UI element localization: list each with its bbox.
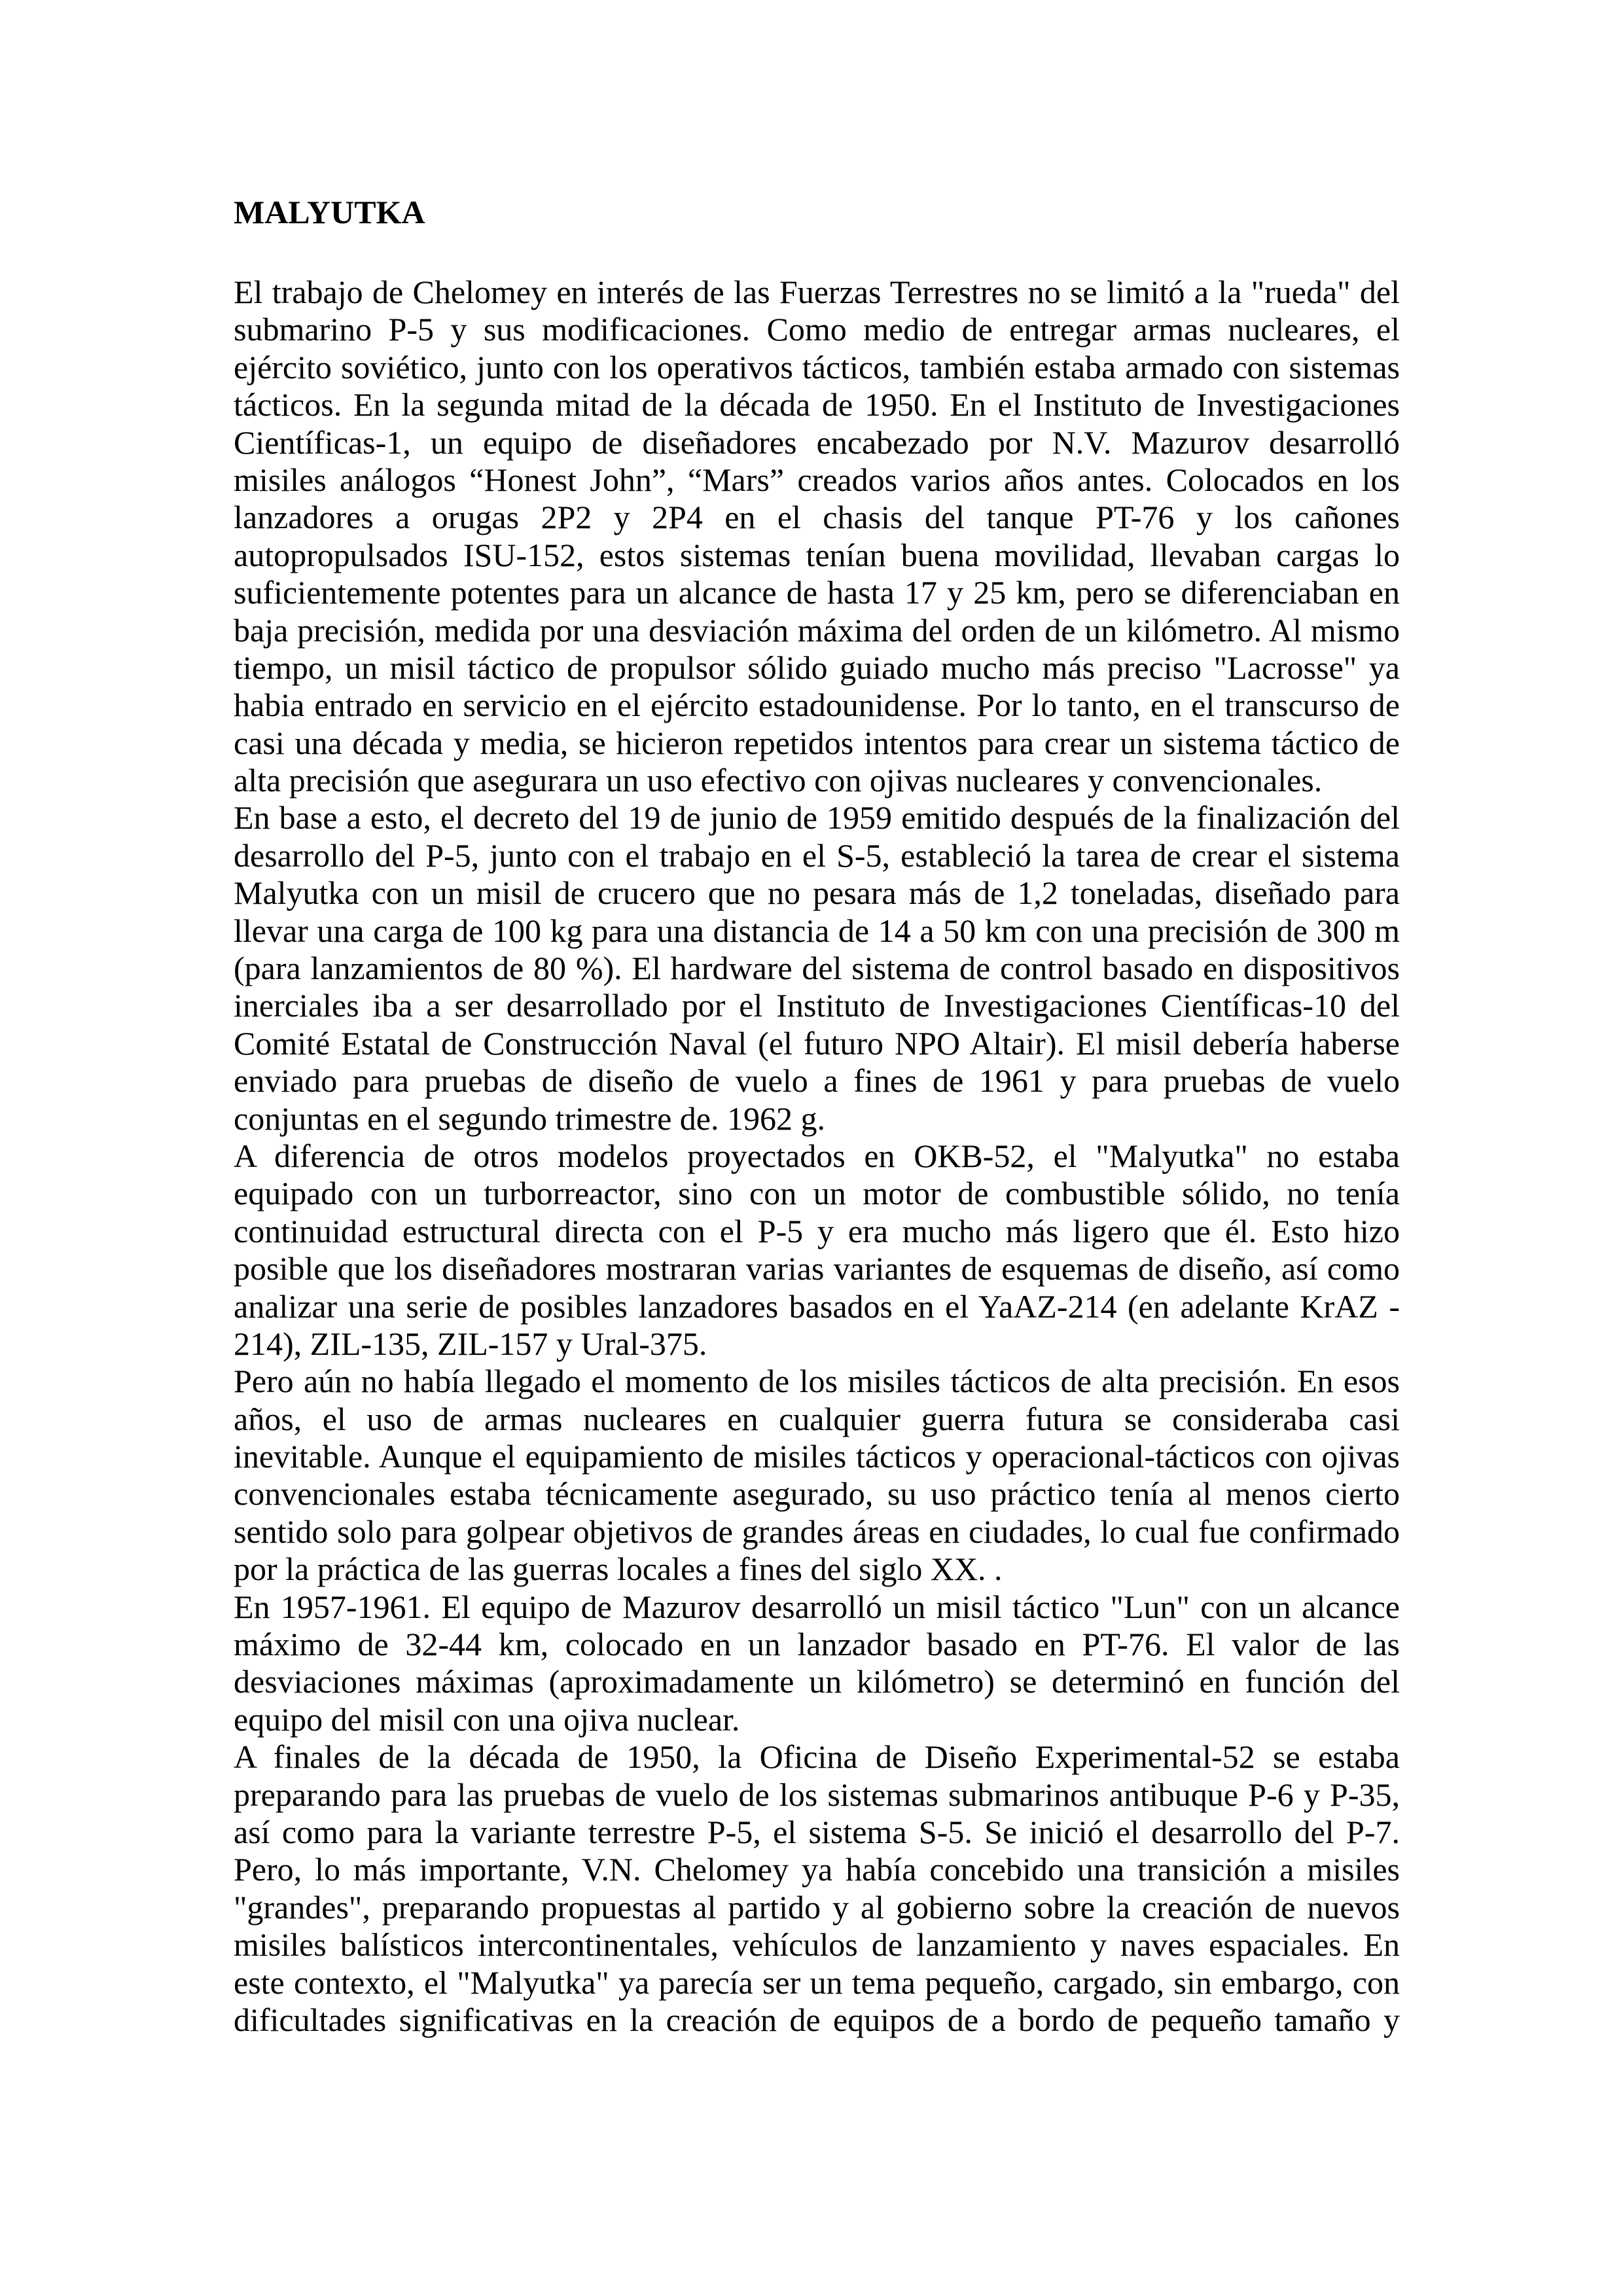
paragraph xyxy=(234,1738,1400,2039)
text-line: desarrollo del P-5, junto con el trabajo en el S-5, estableció la tarea de crear el sistema xyxy=(234,836,1400,874)
text-line: tiempo, un misil táctico de propulsor sólido guiado mucho más preciso "Lacrosse" ya xyxy=(234,649,1400,686)
text-line: conjuntas en el segundo trimestre de. 1962 g. xyxy=(234,1100,825,1137)
text-line: máximo de 32-44 km, colocado en un lanzador basado en PT-76. El valor de las xyxy=(234,1626,1400,1663)
text-line: continuidad estructural directa con el P-5 y era mucho más ligero que él. Esto hizo xyxy=(234,1212,1400,1249)
text-line: A finales de la década de 1950, la Oficina de Diseño Experimental-52 se estaba xyxy=(234,1738,1400,1776)
text-line: años, el uso de armas nucleares en cualquier guerra futura se consideraba casi xyxy=(234,1400,1400,1437)
text-line: 214), ZIL-135, ZIL-157 y Ural-375. xyxy=(234,1325,707,1362)
paragraph xyxy=(234,799,1400,1138)
text-line: "grandes", preparando propuestas al partido y al gobierno sobre la creación de nuevos xyxy=(234,1888,1400,1926)
paragraph xyxy=(234,274,1400,799)
text-line: misiles balísticos intercontinentales, vehículos de lanzamiento y naves espaciales. En xyxy=(234,1926,1400,1964)
text-line: baja precisión, medida por una desviación máxima del orden de un kilómetro. Al mismo xyxy=(234,611,1400,649)
text-line: por la práctica de las guerras locales a fines del siglo XX. . xyxy=(234,1551,1003,1588)
text-line: equipado con un turborreactor, sino con un motor de combustible sólido, no tenía xyxy=(234,1175,1400,1212)
paragraph xyxy=(234,1588,1400,1739)
paragraph xyxy=(234,1363,1400,1588)
text-line: inerciales iba a ser desarrollado por el Instituto de Investigaciones Científicas-10 del xyxy=(234,987,1400,1024)
text-line: En base a esto, el decreto del 19 de junio de 1959 emitido después de la finalización del xyxy=(234,799,1400,836)
text-line: Pero aún no había llegado el momento de los misiles tácticos de alta precisión. En esos xyxy=(234,1363,1400,1400)
text-line: (para lanzamientos de 80 %). El hardware del sistema de control basado en dispositivos xyxy=(234,950,1400,987)
text-line: suficientemente potentes para un alcance de hasta 17 y 25 km, pero se diferenciaban en xyxy=(234,574,1400,611)
text-line: alta precisión que asegurara un uso efectivo con ojivas nucleares y convencionales. xyxy=(234,762,1323,799)
text-line: inevitable. Aunque el equipamiento de misiles tácticos y operacional-tácticos con ojivas xyxy=(234,1438,1400,1475)
text-line: este contexto, el "Malyutka" ya parecía ser un tema pequeño, cargado, sin embargo, con xyxy=(234,1964,1400,2001)
text-line: En 1957-1961. El equipo de Mazurov desarrolló un misil táctico "Lun" con un alcance xyxy=(234,1588,1400,1625)
text-line: enviado para pruebas de diseño de vuelo a fines de 1961 y para pruebas de vuelo xyxy=(234,1062,1400,1100)
text-line: casi una década y media, se hicieron repetidos intentos para crear un sistema táctico de xyxy=(234,724,1400,761)
text-line: misiles análogos “Honest John”, “Mars” creados varios años antes. Colocados en los xyxy=(234,461,1400,498)
text-line: ejército soviético, junto con los operativos tácticos, también estaba armado con sistemas xyxy=(234,348,1400,386)
text-line: convencionales estaba técnicamente asegurado, su uso práctico tenía al menos cierto xyxy=(234,1475,1400,1513)
text-line: Científicas-1, un equipo de diseñadores encabezado por N.V. Mazurov desarrolló xyxy=(234,423,1400,461)
document-title: MALYUTKA xyxy=(234,194,425,230)
text-line: llevar una carga de 100 kg para una distancia de 14 a 50 km con una precisión de 300 m xyxy=(234,912,1400,949)
text-line: autopropulsados ISU-152, estos sistemas tenían buena movilidad, llevaban cargas lo xyxy=(234,536,1400,573)
text-line: sentido solo para golpear objetivos de grandes áreas en ciudades, lo cual fue confirmado xyxy=(234,1513,1400,1550)
document-body xyxy=(234,274,1400,2039)
text-line: Comité Estatal de Construcción Naval (el futuro NPO Altair). El misil debería haberse xyxy=(234,1024,1400,1062)
text-line: desviaciones máximas (aproximadamente un kilómetro) se determinó en función del xyxy=(234,1663,1400,1700)
text-line: posible que los diseñadores mostraran varias variantes de esquemas de diseño, así como xyxy=(234,1250,1400,1287)
text-line: Malyutka con un misil de crucero que no pesara más de 1,2 toneladas, diseñado para xyxy=(234,874,1400,912)
text-line: analizar una serie de posibles lanzadores basados en el YaAZ-214 (en adelante KrAZ - xyxy=(234,1287,1400,1325)
text-line: Pero, lo más importante, V.N. Chelomey ya había concebido una transición a misiles xyxy=(234,1851,1400,1888)
text-line: A diferencia de otros modelos proyectados en OKB-52, el "Malyutka" no estaba xyxy=(234,1137,1400,1174)
text-line: submarino P-5 y sus modificaciones. Como medio de entregar armas nucleares, el xyxy=(234,311,1400,348)
text-line: preparando para las pruebas de vuelo de los sistemas submarinos antibuque P-6 y P-35, xyxy=(234,1776,1400,1813)
text-line: lanzadores a orugas 2P2 y 2P4 en el chasis del tanque PT-76 y los cañones xyxy=(234,499,1400,536)
text-line: así como para la variante terrestre P-5, el sistema S-5. Se inició el desarrollo del P-7. xyxy=(234,1814,1400,1850)
text-line: dificultades significativas en la creación de equipos de a bordo de pequeño tamaño y xyxy=(234,2001,1400,2038)
text-line: El trabajo de Chelomey en interés de las Fuerzas Terrestres no se limitó a la "rueda" del xyxy=(234,273,1400,310)
document-page xyxy=(234,194,1400,2039)
text-line: equipo del misil con una ojiva nuclear. xyxy=(234,1700,740,1738)
text-line: tácticos. En la segunda mitad de la década de 1950. En el Instituto de Investigaciones xyxy=(234,386,1400,423)
paragraph xyxy=(234,1138,1400,1363)
text-line: habia entrado en servicio en el ejército estadounidense. Por lo tanto, en el transcurso de xyxy=(234,687,1400,724)
